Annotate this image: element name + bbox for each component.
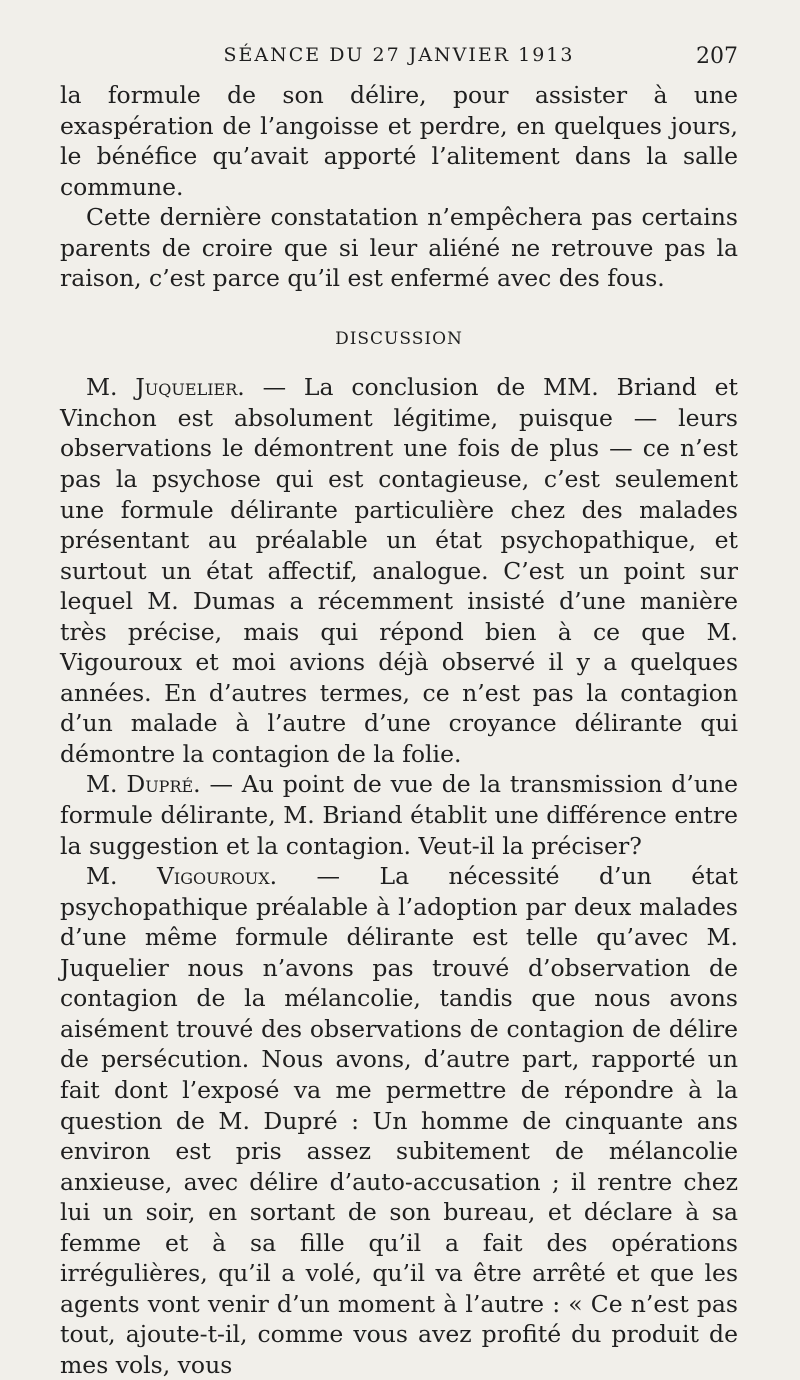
speaker-name: M. Dupré. <box>86 770 201 799</box>
intervention-juquelier <box>60 372 738 769</box>
intervention-text: — La conclusion de MM. Briand et Vinchon est absolument légitime, puisque — leurs observations le démontrent une fois de plus — ce n’est pas la psychose qui est contagieuse, c’est seulement une formule délirante particulière chez des malades présentant au préalable un état psychopathique, et surtout un état affectif, analogue. C’est un point sur lequel M. Dumas a récemment insisté d’une manière très précise, mais qui répond bien à ce que M. Vigouroux et moi avions déjà observé il y a quelques années. En d’autres termes, ce n’est pas la contagion d’un malade à l’autre d’une croyance délirante qui démontre la contagion de la folie. <box>60 373 738 768</box>
page-header <box>60 44 738 78</box>
body-text <box>60 80 738 1380</box>
intervention-dupre <box>60 769 738 861</box>
page-number: 207 <box>696 44 738 69</box>
paragraph: Cette dernière constatation n’empêchera pas certains parents de croire que si leur aliéné ne retrouve pas la raison, c’est parce qu’il est enfermé avec des fous. <box>60 203 738 293</box>
section-heading: DISCUSSION <box>335 328 463 349</box>
speaker-name: M. Juquelier. <box>86 373 245 402</box>
intervention-text: — Au point de vue de la transmission d’une formule délirante, M. Briand établit une différence entre la suggestion et la contagion. Veut-il la préciser? <box>60 770 738 860</box>
intervention-vigouroux <box>60 861 738 1380</box>
intervention-text: — La nécessité d’un état psychopathique préalable à l’adoption par deux malades d’une même formule délirante est telle qu’avec M. Juquelier nous n’avons pas trouvé d’observation de contagion de la mélancolie, tandis que nous avons aisément trouvé des observations de contagion de délire de persécution. Nous avons, d’autre part, rapporté un fait dont l’exposé va me permettre de répondre à la question de M. Dupré : Un homme de cinquante ans environ est pris assez subitement de mélancolie anxieuse, avec délire d’auto-accusation ; il rentre chez lui un soir, en sortant de son bureau, et déclare à sa femme et à sa fille qu’il a fait des opérations irrégulières, qu’il a volé, qu’il va être arrêté et que les agents vont venir d’un moment à l’autre : « Ce n’est pas tout, ajoute-t-il, comme vous avez profité du produit de mes vols, vous <box>60 862 739 1379</box>
paragraph-continuation: la formule de son délire, pour assister à une exaspération de l’angoisse et perdre, en quelques jours, le bénéfice qu’avait apporté l’alitement dans la salle commune. <box>60 81 738 201</box>
speaker-name: M. Vigouroux. <box>86 862 278 891</box>
running-head: SÉANCE DU 27 JANVIER 1913 <box>223 44 575 66</box>
